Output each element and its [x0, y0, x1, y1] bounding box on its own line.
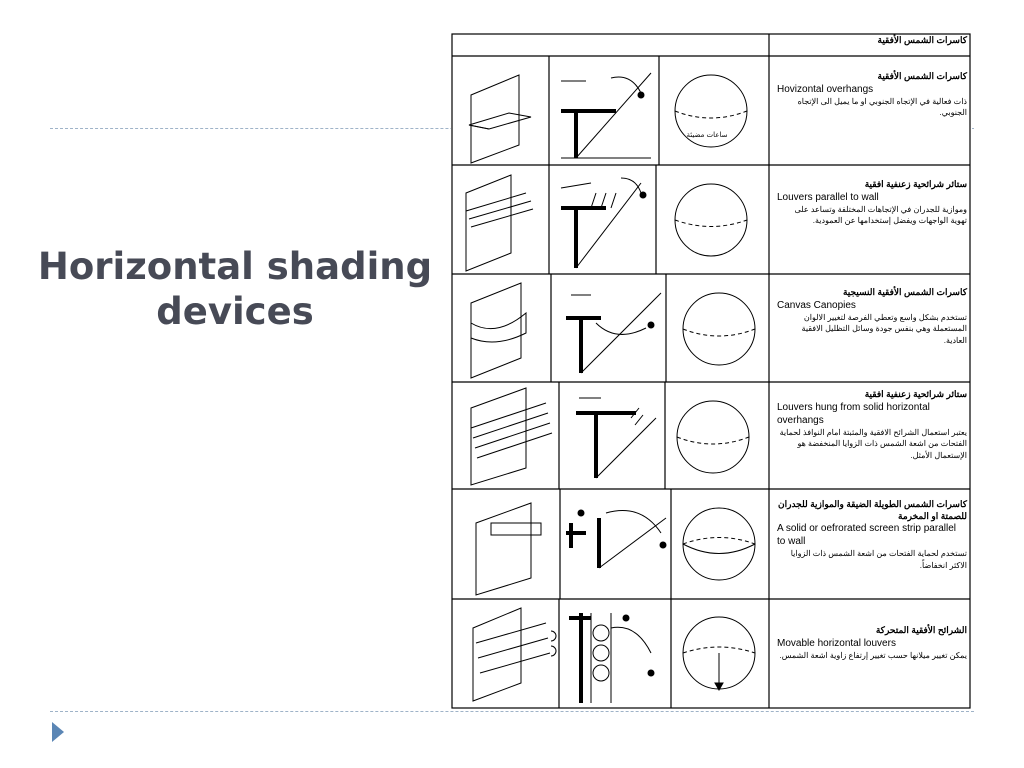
row3-title-en: Canvas Canopies — [777, 299, 856, 311]
row1-title-ar: كاسرات الشمس الأفقية — [877, 71, 967, 81]
divider-bottom — [50, 711, 974, 712]
row2-desc-ar: وموازية للجدران في الإتجاهات المختلفة وتساعد على تهوية الواجهات ويفضل إستخدامها عن العمودية. — [794, 204, 967, 225]
table-drawings — [451, 33, 972, 710]
row3-desc-ar: تستخدم بشكل واسع وتعطي الفرصة لتغيير الالوان المستعملة وهي بنفس جودة وسائل التظليل الافقية العادية. — [801, 312, 967, 345]
sphere-label: ساعات مضيئة — [686, 131, 728, 139]
row5-drawings — [476, 503, 755, 595]
row2-drawings — [466, 175, 747, 271]
row4-description — [777, 389, 967, 461]
row4-desc-ar: يعتبر استعمال الشرائح الافقية والمثبتة امام النوافذ لحماية الفتحات من اشعة الشمس ذات الزوايا المنخفضة هو الإستعمال الأمثل. — [779, 427, 967, 460]
row6-title-ar: الشرائح الأفقية المتحركة — [875, 625, 967, 635]
row3-drawings — [471, 283, 755, 378]
row2-description — [777, 179, 967, 227]
row1-description — [777, 71, 967, 119]
row5-title-ar: كاسرات الشمس الطويلة الضيقة والموازية للجدران للصمتة او المخرمة — [777, 499, 967, 521]
row4-drawings — [471, 388, 749, 485]
shading-devices-table — [451, 33, 972, 710]
bullet-arrow-icon — [52, 722, 64, 742]
row2-title-en: Louvers parallel to wall — [777, 191, 879, 203]
row1-desc-ar: ذات فعالية في الإتجاه الجنوبي او ما يميل الى الإتجاه الجنوبي. — [797, 96, 967, 117]
row1-title-en: Hovizontal overhangs — [777, 83, 874, 95]
row4-title-en: Louvers hung from solid horizontal overhangs — [777, 401, 930, 426]
row6-title-en: Movable horizontal louvers — [777, 637, 896, 649]
row6-description — [777, 625, 967, 661]
row1-drawings — [469, 73, 747, 163]
row6-drawings — [473, 608, 755, 703]
row3-description — [777, 287, 967, 346]
row6-desc-ar: يمكن تغيير ميلانها حسب تغيير إرتفاع زاوية اشعة الشمس. — [779, 650, 967, 660]
row4-title-ar: ستائر شرائحية زعنفية افقية — [864, 389, 967, 399]
row3-title-ar: كاسرات الشمس الأفقية النسيجية — [842, 287, 967, 297]
row5-desc-ar: تستخدم لحماية الفتحات من اشعة الشمس ذات الزوايا الاكثر انخفاضاً. — [790, 549, 967, 570]
table-header: كاسرات الشمس الأفقية — [877, 35, 967, 45]
row5-description — [777, 499, 967, 571]
row2-title-ar: ستائر شرائحية زعنفية افقية — [864, 179, 967, 189]
row5-title-en: A solid or oefrorated screen strip parallel to wall — [777, 523, 956, 547]
slide-title: Horizontal shading devices — [37, 245, 433, 333]
